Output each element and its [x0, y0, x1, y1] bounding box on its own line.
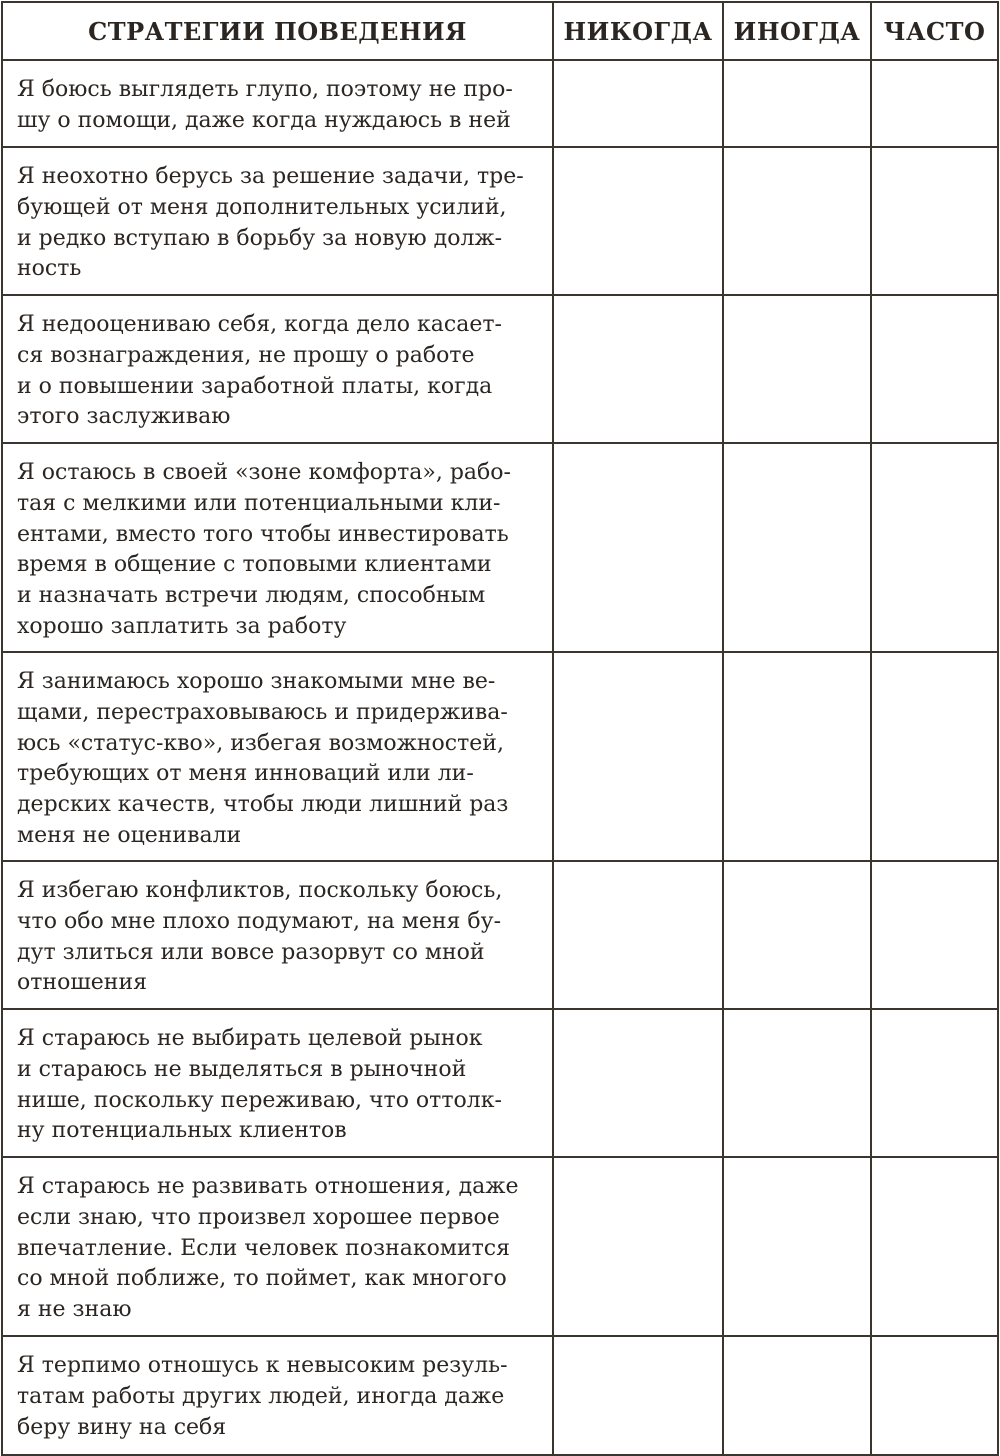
strategy-statement: Я стараюсь не развивать отношения, даже если знаю, что произвел хорошее первое впечатление. Если человек познакомится со мной поближе, то поймет, как многого я не знаю	[17, 1174, 519, 1323]
header-often: ЧАСТО	[871, 2, 998, 60]
often-answer-cell[interactable]	[871, 147, 998, 295]
header-never: НИКОГДА	[553, 2, 723, 60]
strategy-statement: Я боюсь выглядеть глупо, поэтому не про- шу о помощи, даже когда нуждаюсь в ней	[17, 77, 513, 133]
never-answer-cell[interactable]	[553, 60, 723, 147]
strategy-statement: Я избегаю конфликтов, поскольку боюсь, что обо мне плохо подумают, на меня бу- дут злиться или вовсе разорвут со мной отношения	[17, 878, 503, 996]
sometimes-answer-cell[interactable]	[723, 443, 871, 652]
header-strategy: СТРАТЕГИИ ПОВЕДЕНИЯ	[2, 2, 553, 60]
strategy-statement: Я недооцениваю себя, когда дело касает- ся вознаграждения, не прошу о работе и о повышении заработной платы, когда этого заслуживаю	[17, 312, 502, 430]
never-answer-cell[interactable]	[553, 443, 723, 652]
often-answer-cell[interactable]	[871, 60, 998, 147]
strategy-statement: Я терпимо отношусь к невысоким резуль- татам работы других людей, иногда даже беру вину на себя	[17, 1353, 508, 1440]
strategy-statement: Я занимаюсь хорошо знакомыми мне ве- щами, перестраховываюсь и придержива- юсь «статус-кво», избегая возможностей, требующих от меня инноваций или ли- дерских качеств, чтобы люди лишний раз меня не оценивали	[17, 669, 509, 848]
table-row	[2, 295, 998, 443]
never-answer-cell[interactable]	[553, 1009, 723, 1157]
never-answer-cell[interactable]	[553, 652, 723, 861]
often-answer-cell[interactable]	[871, 861, 998, 1009]
strategy-cell	[2, 295, 553, 443]
strategy-statement: Я остаюсь в своей «зоне комфорта», рабо- тая с мелкими или потенциальными кли- ентами, вместо того чтобы инвестировать время в общение с топовыми клиентами и назначать встречи людям, способным хорошо заплатить за работу	[17, 460, 511, 639]
strategy-statement: Я стараюсь не выбирать целевой рынок и стараюсь не выделяться в рыночной нише, поскольку переживаю, что оттолк- ну потенциальных клиентов	[17, 1026, 502, 1144]
behavior-strategies-table	[1, 1, 999, 1456]
often-answer-cell[interactable]	[871, 1157, 998, 1336]
strategy-cell	[2, 1009, 553, 1157]
table-row	[2, 652, 998, 861]
strategy-statement: Я неохотно берусь за решение задачи, тре- бующей от меня дополнительных усилий, и редко вступаю в борьбу за новую долж- ность	[17, 164, 524, 282]
table-row	[2, 147, 998, 295]
sometimes-answer-cell[interactable]	[723, 295, 871, 443]
strategy-cell	[2, 1157, 553, 1336]
never-answer-cell[interactable]	[553, 147, 723, 295]
often-answer-cell[interactable]	[871, 1009, 998, 1157]
never-answer-cell[interactable]	[553, 295, 723, 443]
header-sometimes: ИНОГДА	[723, 2, 871, 60]
sometimes-answer-cell[interactable]	[723, 147, 871, 295]
strategy-cell	[2, 60, 553, 147]
table-row	[2, 1009, 998, 1157]
table-row	[2, 1157, 998, 1336]
sometimes-answer-cell[interactable]	[723, 1157, 871, 1336]
never-answer-cell[interactable]	[553, 861, 723, 1009]
table-row	[2, 443, 998, 652]
table-row	[2, 861, 998, 1009]
never-answer-cell[interactable]	[553, 1336, 723, 1455]
often-answer-cell[interactable]	[871, 1336, 998, 1455]
strategy-cell	[2, 652, 553, 861]
table-row	[2, 60, 998, 147]
often-answer-cell[interactable]	[871, 443, 998, 652]
header-row	[2, 2, 998, 60]
never-answer-cell[interactable]	[553, 1157, 723, 1336]
sometimes-answer-cell[interactable]	[723, 60, 871, 147]
strategy-cell	[2, 443, 553, 652]
sometimes-answer-cell[interactable]	[723, 652, 871, 861]
sometimes-answer-cell[interactable]	[723, 1336, 871, 1455]
often-answer-cell[interactable]	[871, 295, 998, 443]
strategy-cell	[2, 147, 553, 295]
sometimes-answer-cell[interactable]	[723, 861, 871, 1009]
strategy-cell	[2, 861, 553, 1009]
often-answer-cell[interactable]	[871, 652, 998, 861]
table-row	[2, 1336, 998, 1455]
sometimes-answer-cell[interactable]	[723, 1009, 871, 1157]
strategy-cell	[2, 1336, 553, 1455]
